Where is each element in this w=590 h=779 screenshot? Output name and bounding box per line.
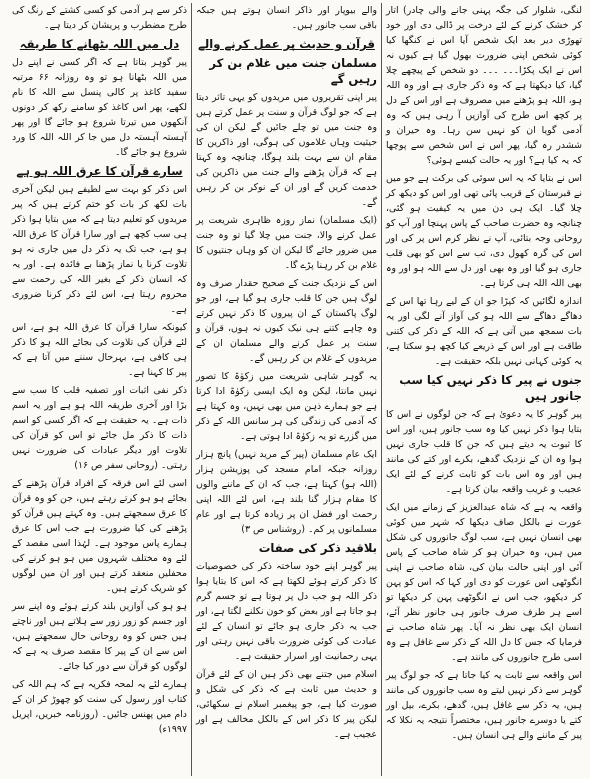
paragraph: اسلام میں جتنے بھی ذکر ہیں ان کے لئے قرآن و حدیث میں ثابت ہے کہ ذکر کی شکل و صورت کیا ہے، جو پیغمبر اسلام نے سکھائی، لیکن پیر کا ذکر اس کے بالکل مخالف ہے اور عجیب ہے۔ xyxy=(196,669,377,740)
paragraph: پیر اپنی تقریروں میں مریدوں کو یہی تاثر دیتا ہے کہ جو لوگ قرآن و سنت پر عمل کرتے ہیں وہ جنت میں تو چلے جائیں گے لیکن ان کی حیثیت وہاں غلاموں کی ہوگی، اور ذاکرین کا مقام ان سے بہت بلند ہوگا، چنانچہ وہ کہتا ہے کہ قرآن پڑھنے والے جنت میں ذاکرین کی خدمت کریں گے اور ان کے نوکر بن کر رہیں گے۔ xyxy=(196,92,377,208)
paragraph: ذکر نفی اثبات اور تصفیہ قلب کا سب سے بڑا اور آخری طریقہ اللہ ہو ہے اور یہ اسم ذات ہے۔ یہ حقیقت ہے کہ اگر کسی کو اسم ذات کا ذکر مل جائے تو اس کو قرآن کی تلاوت اور دیگر عبادات کی ضرورت نہیں رہتی۔ (روحانی سفر ص ۱۶) xyxy=(12,385,187,471)
paragraph: ہمارے لئے یہ لمحہ فکریہ ہے کہ ہم اللہ کی کتاب اور رسول کی سنت کو چھوڑ کر ان کے دام میں پھنس جائیں۔ (روزنامہ خبریں، اپریل ۱۹۹۷ء) xyxy=(12,679,187,735)
paragraph: لنگی، شلوار کی جگہ پہنی جانے والی چادر) اتار کر خشک کرنے کے لئے درخت پر ڈالی دی اور خود تھوڑی دیر بعد ایک شخص آیا اس نے کنگھا کیا کوئی شخص اپنی ضرورت بھول گیا ہے کیوں نہ اس نے ایک پکڑا۔۔۔ ۔۔۔ دو شخص کے پیچھے چلا گیا، کیا دیکھتا ہے کہ وہ ذکر جاری ہے اور وہ اللہ ہو، اللہ ہو پڑھنے میں مصروف ہے اور اس کے دل پر کچھ اس طرح کی آوازیں آ رہی ہیں کہ وہ آدمی گویا ان کو نہیں سن رہا۔ وہ حیران و ششدر رہ گیا، پھر اس نے اس شخص سے پوچھا کہ یہ کیا ہے؟ اور یہ حالت کیسے ہوئی؟ xyxy=(386,5,582,166)
paragraph: ہو ہو کی آوازیں بلند کرتے ہوئے وہ اپنے سر اور جسم کو زور زور سے ہلاتے ہیں اور ناچتے ہیں جس کو وہ روحانی حال سمجھتے ہیں، اس سے ان کے پیر کا مقصد صرف یہ ہے کہ لوگوں کو قرآن سے دور کیا جائے۔ xyxy=(12,601,187,672)
paragraph: پیر گوہر اپنے خود ساختہ ذکر کی خصوصیات کا ذکر کرتے ہوئے لکھتا ہے کہ اس کا بتایا ہوا ذکر اللہ ہو جب دل پر ہوتا ہے تو جسم گرم ہو جاتا ہے اور بعض کو خون نکلنے لگتا ہے، اور جب یہ ذکر جاری ہو جائے تو انسان کے لئے عبادت کی کوئی ضرورت باقی نہیں رہتی اور یہی رحمانیت اور اسرار حقیقت ہے۔ xyxy=(196,561,377,662)
section-heading: مسلمان جنت میں غلام بن کر رہیں گے xyxy=(209,56,377,86)
paragraph: اسی لئے اس فرقہ کے افراد قرآن پڑھنے کے بجائے ہو ہو کرتے رہتے ہیں، جن کو وہ قرآن کا عرق سمجھتے ہیں۔ وہ کہتے ہیں قرآن کو پڑھنے کی کیا ضرورت ہے جب اس کا عرق ہمارے پاس موجود ہے۔ لہٰذا اسی مقصد کے لئے وہ مختلف شہروں میں ہو ہو کرنے کی محفلیں منعقد کرتے ہیں اور ان میں لوگوں کو شریک کرتے ہیں۔ xyxy=(12,478,187,594)
section-heading: دل میں اللہ بٹھانے کا طریقہ xyxy=(19,37,180,51)
paragraph: ذکر سے ہر آدمی کو کسی کشتے کے رنگ کی طرح مضطرب و پریشان کر دیتا ہے۔ xyxy=(12,5,187,31)
paragraph: اس کے نزدیک جنت کے صحیح حقدار صرف وہ لوگ ہیں جن کا قلب جاری ہو گیا ہے، اور جو لوگ پاکستان کے ان پیروں کا ذکر نہیں کرتے وہ چاہے کتنے ہی نیک کیوں نہ ہوں، قرآن و سنت پر عمل کرنے والے مسلمان ان کے مریدوں کے غلام بن کر رہیں گے۔ xyxy=(196,278,377,364)
paragraph: (ایک مسلمان) نماز روزہ ظاہری شریعت پر عمل کرنے والا، جنت میں چلا گیا تو وہ جنت میں ضرور جائے گا لیکن ان کو وہاں جنتیوں کا غلام بن کر رہنا پڑے گا۔ xyxy=(196,215,377,271)
section-heading: سارے قرآن کا عرق اللہ ہو ہے xyxy=(16,164,183,178)
paragraph: اندازہ لگائیں کہ کپڑا جو ان کے لیے رہا تھا اس کے دھاگے دھاگے سے اللہ ہو کی آواز آنے لگی اور یہ بات سمجھ میں آتی ہے کہ اللہ کے ذکر کی کتنی طاقت ہے اور اس کے ذریعے کیا کچھ ہو سکتا ہے، یہ کوئی کہانی نہیں بلکہ حقیقت ہے۔ xyxy=(386,296,582,367)
paragraph: پیر گوہر بتاتا ہے کہ اگر کسی نے اپنے دل میں اللہ بٹھانا ہو تو وہ روزانہ ۶۶ مرتبہ سفید کاغذ پر کالی پنسل سے اللہ کا نام لکھے، پھر اس کاغذ کو سامنے رکھ کر دونوں آنکھوں میں تیرتا شروع ہو جائے گا اور پھر آہستہ آہستہ دل میں جا کر اللہ اللہ کا ورد شروع ہو جائے گا۔ xyxy=(12,57,187,158)
paragraph: والے بیوپار اور ذاکر انسان ہوتے ہیں جبکہ باقی سب جانور ہیں۔ xyxy=(196,5,377,31)
paragraph: کیونکہ سارا قرآن کا عرق اللہ ہو ہے، اس لئے قرآن کی تلاوت کی بجائے اللہ ہو کا ذکر ہی کافی ہے، بہرحال سننے میں آتا ہے کہ پیر کا کہنا ہے۔ xyxy=(12,322,187,378)
paragraph: اس ذکر کو بہت سے لطیفے ہیں لیکن آخری بات لکھ کر بات کو ختم کرتے ہیں کہ پیر مریدوں کو تعلیم دیتا ہے کہ میں بتایا ہوا ذکر ہی سب کچھ ہے اور سارا قرآن کا عرق اللہ ہو ہے، جب تک یہ ذکر دل میں جاری نہ ہو تلاوت کرنا یا نماز پڑھنا بے فائدہ ہے۔ اور یہ کہ انسان ذکر کے بغیر اللہ کی رحمت سے محروم رہتا ہے، اس لئے ذکر کرنا ضروری ہے۔ xyxy=(12,184,187,315)
section-heading: بلاقید ذکر کی صفات xyxy=(258,541,377,555)
paragraph: اس واقعہ سے ثابت یہ کیا جاتا ہے کہ جو لوگ پیر گوہر سے ذکر نہیں لیتے وہ سب جانوروں کی مانند ہیں، یہ ذکر سے غافل ہیں، گدھے، بکرے، بیل اور کتے یا دوسرے جانور ہیں، مختصراً نتیجہ یہ نکلا کہ پیر کے ماننے والے ہی انسان ہیں۔ xyxy=(386,670,582,741)
right-column xyxy=(381,3,586,776)
section-heading: قرآن و حدیث پر عمل کرنے والے xyxy=(198,37,375,51)
paragraph: یہ گوہر شاہی شریعت میں زکوٰۃ کا تصور نہیں مانتا، لیکن وہ ایک ایسی زکوٰۃ ادا کرتا ہے جو ہمارے ذہن میں بھی نہیں، وہ کہتا ہے کہ آدمی کی زندگی کی ہر سانس اللہ کے ذکر میں گزرے تو یہ زکوٰۃ ادا ہوتی ہے۔ xyxy=(196,371,377,442)
middle-column xyxy=(191,3,381,776)
paragraph: اس نے بتایا کہ یہ اس سوئی کی برکت ہے جو میں نے قبرستان کے قریب پائی تھی اور اس کو دیکھ کر چلا گیا۔ ایک ہی دن میں یہ کیفیت ہو گئی، چنانچہ وہ حضرت صاحب کے پاس پہنچا اور آپ کو روحانی وجہ بتائی، آپ نے نظر کرم اس پر کی اور اس کی گرہ کھول دی، تب سے اس کو بھی قلب جاری ہو گیا اور وہ بھی اور دل سے اللہ ہو اور وہ بھی اللہ اللہ ہی کرتا ہے۔ xyxy=(386,173,582,289)
left-column xyxy=(8,3,191,776)
section-heading: جنوں نے پیر کا ذکر نہیں کیا سب جانور ہیں xyxy=(399,373,582,403)
paragraph: ایک عام مسلمان (پیر کے مرید نہیں) پانچ ہزار روزانہ جبکہ امام مسجد کی پوزیشن ہزار (اللہ ہو) کہتا ہے، جب کہ ان کے ماننے والوں کا مقام ہزار گنا بلند ہے، اس لئے اللہ اپنی رحمت اور فضل ان پر زیادہ کرتا ہے اور عام مسلمانوں پر کم۔ (روشناس ص ۳) xyxy=(196,449,377,535)
paragraph: واقعہ یہ ہے کہ شاہ عبدالعزیز کے زمانے میں ایک عورت نے بالکل صاف دیکھا کہ شہر میں کوئی بھی انسان نہیں ہے، سب لوگ جانوروں کی شکل میں ہیں، وہ حیران ہو کر شاہ صاحب کے پاس آئی اور اپنی حالت بیان کی، شاہ صاحب نے اپنی انگوٹھی اس عورت کو دی اور کہا کہ اس کو پہن کر دیکھو، جب اس نے انگوٹھی پہن کر دیکھا تو اسے ہر طرف صرف جانور ہی جانور نظر آئے، انسان ایک بھی نظر نہ آیا۔ پھر شاہ صاحب نے فرمایا کہ جس کا دل اللہ کے ذکر سے غافل ہے وہ اسی طرح جانوروں کی مانند ہے۔ xyxy=(386,502,582,663)
paragraph: پیر گوہر کا یہ دعویٰ ہے کہ جن لوگوں نے اس کا بتایا ہوا ذکر نہیں کیا وہ سب جانور ہیں، اور اس کا ثبوت یہ دیتے ہیں کہ جن کا قلب جاری نہیں ہوا وہ ان کے نزدیک گدھے، بکرے اور کتے کی مانند ہیں اور وہ اس بات کو ثابت کرنے کے لئے ایک عجیب و غریب واقعہ بیان کرتا ہے۔ xyxy=(386,409,582,495)
